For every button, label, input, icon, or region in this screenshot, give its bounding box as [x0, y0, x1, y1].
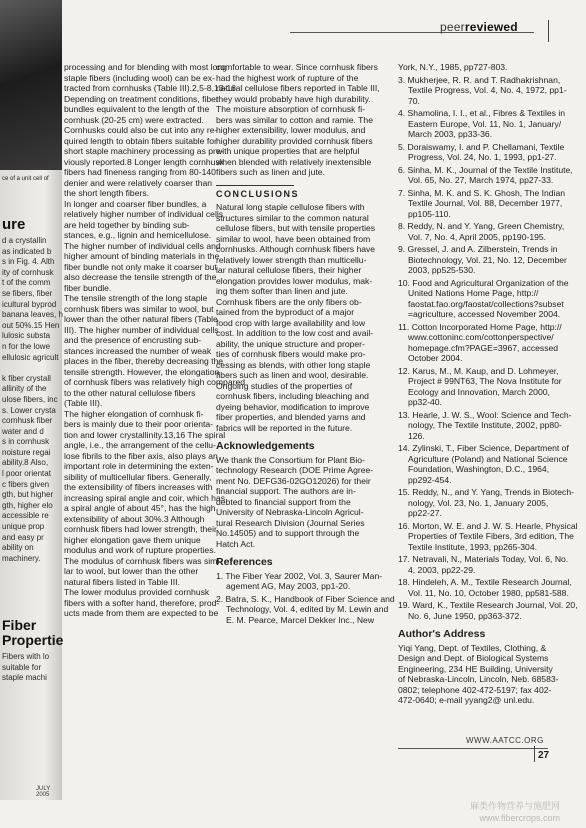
- text-line: sibility of multicellular fibers. Generally,: [64, 471, 212, 482]
- reference-line: Progress, Vol. 24, No. 1, 1993, pp1-27.: [408, 152, 557, 162]
- gutter-text-line: ability.8 Also,: [2, 458, 49, 468]
- gutter-text-line: ellulosic agricult: [2, 352, 59, 362]
- reference-line: United Nations Home Page, http://: [408, 288, 539, 298]
- text-line: processing and for blending with most long: [64, 62, 227, 72]
- header-bar: [548, 20, 549, 42]
- text-line: relatively lower strength than multicellu-: [216, 254, 367, 265]
- section-label-peer: peer: [440, 20, 465, 34]
- reference-line: Agriculture (Poland) and National Science: [408, 453, 568, 464]
- gutter-text-line: machinery.: [2, 553, 41, 563]
- gutter-text-line: l poor orientat: [2, 469, 51, 479]
- reference-line: York, N.Y., 1985, pp727-803.: [398, 62, 508, 72]
- text-line: Design and Dept. of Biological Systems: [398, 653, 549, 663]
- gutter-text-line: s in Fig. 4. Alth: [2, 257, 55, 267]
- text-line: Cornhusk fibers are the only fibers ob-: [216, 296, 362, 307]
- text-line: higher elongation gave them unique: [64, 534, 201, 545]
- text-line: with unique properties that are helpful: [216, 146, 360, 156]
- reference-item: [398, 277, 569, 320]
- gutter-text-line: s. Lower crysta: [2, 405, 56, 415]
- text-line: tensile strength. However, the elongation: [64, 366, 220, 377]
- text-line: fabrics will be reported in the future.: [216, 422, 353, 433]
- text-line: cornhusk fibers, including bleaching and: [216, 391, 369, 401]
- reference-item: [398, 577, 572, 598]
- text-line: the short length fibers.: [64, 188, 150, 198]
- text-line: University of Nebraska-Lincoln Agricul-: [216, 507, 364, 517]
- text-line: No.14505) and to support through the: [216, 528, 360, 538]
- reference-item: [398, 554, 569, 575]
- reference-line: Biotechnology, Vol. 21, No. 12, December: [408, 254, 567, 265]
- text-line: cornhusk fibers was similar to wool, but: [64, 303, 214, 314]
- reference-item: [398, 443, 569, 485]
- text-line: III). The higher number of individual cells: [64, 324, 219, 335]
- reference-line: pp105-110.: [408, 208, 451, 219]
- text-line: tracted from cornhusks (Table III).2,5-8,13-16: [64, 83, 236, 93]
- watermark-line-1: 麻类作物营养与施肥网: [470, 801, 561, 811]
- author-address-text: [398, 643, 560, 706]
- text-line: higher extensibility, lower modulus, and: [216, 125, 366, 135]
- reference-line: Ecology and Innovation, March 2000,: [408, 386, 550, 397]
- text-line: ability, the unique structure and proper-: [216, 338, 365, 349]
- reference-line: 126.: [408, 430, 425, 441]
- reference-line: Vol. 7, No. 4, April 2005, pp190-195.: [408, 231, 547, 242]
- text-line: increasing spiral angle and coir, which has: [64, 492, 225, 503]
- gutter-text-line: n for the lowe: [2, 341, 51, 351]
- reference-item: [398, 409, 572, 442]
- references-list: [216, 570, 395, 626]
- author-address-heading: Author's Address: [398, 628, 486, 640]
- text-line: extensibility of about 30%.3 Although: [64, 513, 205, 524]
- reference-item: [398, 74, 567, 107]
- reference-line: 17. Netravali, N., Materials Today, Vol. 6, No.: [398, 554, 569, 564]
- text-line: viously reported.8 Longer length cornhusk: [64, 156, 225, 167]
- gutter-text-line: gth, higher elo: [2, 500, 53, 510]
- fiber-photo: [0, 0, 62, 170]
- text-line: important role in determining the exten-: [64, 461, 214, 471]
- text-line: 0802; telephone 402-472-5197; fax 402-: [398, 684, 552, 695]
- text-line: natural fibers listed in Table III.: [64, 576, 180, 587]
- acknowledgements-text: [216, 455, 390, 550]
- reference-line: Vol. 65, No. 27, March 1974, pp27-33.: [408, 175, 554, 185]
- text-line: and the presence of encrusting sub-: [64, 335, 202, 345]
- reference-line: homepage.cfm?PAGE=3967, accessed: [408, 342, 559, 353]
- reference-line: 15. Reddy, N., and Y. Yang, Trends in Biotech-: [398, 487, 574, 497]
- gutter-text-line: ability on: [2, 543, 34, 553]
- gutter-text-line: ulose fibers, inc: [2, 394, 58, 404]
- text-line: fibers with a softer hand, therefore, prod-: [64, 597, 220, 608]
- text-line: The lower modulus provided cornhusk: [64, 587, 210, 597]
- discussion-paragraph: [216, 62, 390, 178]
- footer-bar: [534, 746, 535, 762]
- text-line: (Table III).: [64, 398, 103, 408]
- text-line: food crop with large availability and low: [216, 317, 366, 328]
- text-line: structures similar to the common natural: [216, 212, 369, 223]
- reference-item: [398, 108, 566, 140]
- gutter-text-line: staple machi: [2, 673, 47, 683]
- text-line: cessing as blends, with other long staple: [216, 359, 371, 370]
- text-line: stances increased the number of weak: [64, 345, 212, 356]
- gutter-heading: ure: [2, 216, 26, 233]
- gutter-text-line: cornhusk fiber: [2, 416, 53, 426]
- reference-item: [398, 244, 567, 276]
- reference-line: pp22-27.: [408, 508, 442, 518]
- text-line: Engineering, 234 HE Building, University: [398, 663, 553, 674]
- text-line: cost. In addition to the low cost and avail-: [216, 328, 374, 338]
- gutter-text-line: gth, but higher: [2, 490, 54, 500]
- reference-line: Vol. 11, No. 10, October 1980, pp581-588.: [408, 587, 569, 598]
- reference-line: nology, Vol. 23, No. 1, January 2005,: [408, 497, 549, 508]
- text-line: cornhusk (20-25 cm) were extracted.: [64, 114, 204, 125]
- text-line: fibers such as linen and jute.: [216, 167, 325, 177]
- footer-url: WWW.AATCC.ORG: [466, 736, 544, 745]
- text-line: higher amount of binding materials in the: [64, 251, 220, 261]
- text-column-3: [398, 62, 578, 706]
- text-line: ucts made from them are expected to be: [64, 608, 219, 618]
- gutter-text-line: as indicated b: [2, 246, 52, 256]
- text-line: when blended with relatively inextensible: [216, 156, 372, 167]
- reference-line: Foundation, Washington, D.C., 1964,: [408, 464, 550, 474]
- text-line: they would probably have high durability.: [216, 93, 371, 104]
- reference-line: 11. Cotton Incorporated Home Page, http://: [398, 321, 562, 332]
- text-line: places in the fiber, thereby decreasing the: [64, 356, 224, 366]
- section-label: [440, 20, 518, 34]
- text-line: cornhusks. Although cornhusk fibers have: [216, 244, 376, 254]
- reference-line: 19. Ward, K., Textile Research Journal, Vol. 20,: [398, 600, 578, 610]
- reference-line: No. 6, June 1950, pp363-372.: [408, 610, 522, 621]
- conclusions-heading: CONCLUSIONS: [216, 185, 294, 200]
- reference-item: [398, 62, 560, 73]
- text-line: comfortable to wear. Since cornhusk fibers: [216, 62, 378, 72]
- page-number: 27: [538, 750, 550, 761]
- gutter-text-line: d a crystallin: [2, 236, 47, 245]
- reference-line: 4, 2003, pp22-29.: [408, 564, 476, 575]
- gutter-text-line: se fibers, fiber: [2, 288, 53, 298]
- text-line: also decrease the tensile strength of the: [64, 272, 217, 282]
- gutter-text-line: s in cornhusk: [2, 437, 50, 447]
- reference-line: www.cottoninc.com/cottonperspective/: [408, 332, 554, 342]
- gutter-text-line: icultural byprod: [2, 299, 57, 309]
- gutter-text-line: suitable for: [2, 662, 42, 672]
- gutter-text-line: k fiber crystall: [2, 373, 51, 383]
- reference-line: Technology, Vol. 4, edited by M. Lewin and: [226, 604, 389, 614]
- text-line: tion and lower crystallinity.13,16 The spiral: [64, 429, 226, 440]
- text-line: natural cellulose fibers reported in Table III,: [216, 83, 380, 93]
- reference-line: 70.: [408, 95, 420, 106]
- reference-line: Textile Journal, Vol. 88, December 1977,: [408, 198, 563, 208]
- text-line: modulus and work of rupture properties.: [64, 545, 216, 555]
- reference-item: [398, 221, 565, 242]
- text-line: Natural long staple cellulose fibers with: [216, 202, 365, 212]
- footer-rule: [398, 748, 548, 749]
- gutter-text-2: [2, 652, 60, 684]
- reference-line: Textile Institute, 1993, pp265-304.: [408, 541, 537, 552]
- gutter-text-line: noisture regai: [2, 447, 51, 457]
- gutter-text-line: ity of cornhusk: [2, 267, 54, 277]
- reference-line: pp32-40.: [408, 397, 442, 407]
- gutter-heading-fiber-properties: Fiber Propertie: [2, 617, 64, 648]
- previous-page-gutter: [0, 0, 62, 800]
- text-line: a spiral angle of about 45°, has the high: [64, 503, 216, 513]
- text-line: short staple machinery processing as pre-: [64, 146, 224, 156]
- text-line: fiber properties, and blended yarns and: [216, 412, 366, 422]
- reference-line: 7. Sinha, M. K. and S. K. Ghosh, The Indian: [398, 187, 566, 198]
- text-line: ing them softer than linen and jute.: [216, 286, 348, 296]
- text-line: similar to wool, have been obtained from: [216, 233, 371, 244]
- text-line: tained from the byproduct of a major: [216, 307, 355, 317]
- reference-line: 9. Gressel, J. and A. Zilberstein, Trends in: [398, 244, 558, 254]
- gutter-text-line: Fibers with lo: [2, 652, 50, 661]
- text-line: cornhusk fibers had lower strength, their: [64, 524, 217, 534]
- gutter-text-line: t of the comm: [2, 278, 51, 288]
- reference-line: 1. The Fiber Year 2002, Vol. 3, Saurer Man-: [216, 570, 383, 581]
- reference-line: 16. Morton, W. E. and J. W. S. Hearle, Physical: [398, 520, 578, 531]
- gutter-issue-date: JULY 2005: [36, 786, 51, 798]
- reference-line: E. M. Pearce, Marcel Dekker Inc., New: [226, 614, 375, 625]
- reference-line: agement AG, May 2003, pp1-20.: [226, 581, 351, 591]
- reference-item: [398, 366, 560, 408]
- reference-line: 13. Hearle, J. W. S., Wool: Science and Tech-: [398, 409, 572, 420]
- references-heading: References: [216, 556, 273, 568]
- reference-item: [398, 322, 560, 364]
- reference-item: [398, 487, 574, 519]
- text-line: Yiqi Yang, Dept. of Textiles, Clothing, &: [398, 642, 547, 653]
- text-line: staple fibers (including wool) can be ex-: [64, 72, 215, 83]
- reference-line: Eastern Europe, Vol. 11, No. 1, January/: [408, 118, 562, 129]
- reference-item: [398, 600, 578, 621]
- reference-line: 3. Mukherjee, R. R. and T. Radhakrishnan,: [398, 74, 561, 85]
- reference-item: [216, 593, 395, 626]
- reference-line: October 2004.: [408, 353, 463, 363]
- watermark: [470, 800, 560, 824]
- reference-item: [398, 187, 566, 220]
- text-line: technology Research (DOE Prime Agree-: [216, 465, 374, 475]
- gutter-text-line: lulosic substa: [2, 331, 51, 341]
- gutter-text: [2, 236, 63, 564]
- text-line: of Nebraska-Lincoln, Lincoln, Neb. 68583-: [398, 674, 559, 684]
- reference-item: [398, 520, 578, 553]
- text-line: elongation provides lower modulus, mak-: [216, 275, 373, 286]
- gutter-text-line: accessible re: [2, 511, 49, 521]
- text-line: The tensile strength of the long staple: [64, 293, 208, 303]
- gutter-text-line: banana leaves, h: [2, 310, 63, 320]
- gutter-text-line: allinity of the: [2, 384, 47, 394]
- text-line: lar to wool, but lower than the other: [64, 566, 199, 576]
- text-column-2: [216, 62, 395, 627]
- reference-line: 10. Food and Agricultural Organization of the: [398, 277, 569, 288]
- conclusions-text: [216, 202, 390, 433]
- reference-line: =agriculture, accessed November 2004.: [408, 309, 561, 319]
- reference-line: March 2003, pp33-36.: [408, 129, 493, 139]
- reference-item: [398, 164, 573, 186]
- text-line: ment No. DEFG36-02GO12026) for their: [216, 475, 371, 486]
- text-line: In longer and coarser fiber bundles, a: [64, 198, 207, 209]
- acknowledgements-heading: Acknowledgements: [216, 440, 315, 452]
- gutter-text-line: [2, 363, 60, 374]
- text-line: bundles equivalent to the length of the: [64, 104, 210, 114]
- text-line: debted to financial support from the: [216, 496, 351, 507]
- reference-line: Textile Progress, Vol. 4, No. 4, 1972, pp1-: [408, 85, 567, 95]
- text-line: We thank the Consortium for Plant Bio-: [216, 454, 365, 465]
- reference-line: 8. Reddy, N. and Y. Yang, Green Chemistry,: [398, 221, 565, 231]
- reference-item: [216, 571, 390, 592]
- text-line: higher durability provided cornhusk fibers: [216, 135, 373, 146]
- reference-line: 5. Doraiswamy, I. and P. Chellamani, Textile: [398, 141, 565, 152]
- text-line: tural Research Division (Journal Series: [216, 517, 365, 528]
- reference-line: nology, The Textile Institute, 2002, pp80-: [408, 420, 562, 430]
- reference-line: 14. Zylinski, T., Fiber Science, Department of: [398, 443, 569, 453]
- text-line: Depending on treatment conditions, fiber: [64, 93, 219, 104]
- text-line: fiber bundle not only make it coarser but: [64, 261, 217, 272]
- text-line: The modulus of cornhusk fibers was simi-: [64, 555, 223, 566]
- reference-line: 4. Shamolina, I. I., et al., Fibres & Textiles in: [398, 108, 566, 118]
- text-line: denier and were relatively coarser than: [64, 177, 213, 188]
- reference-line: 12. Karus, M., M. Kaup, and D. Lohmeyer,: [398, 365, 559, 376]
- gutter-text-line: c fibers given: [2, 479, 50, 489]
- reference-line: 2003, pp525-530.: [408, 265, 476, 275]
- reference-item: [398, 141, 565, 163]
- text-line: of cornhusk fibers was relatively high compared: [64, 377, 246, 387]
- text-line: fiber bundle.: [64, 282, 112, 293]
- reference-line: 2. Batra, S. K., Handbook of Fiber Science and: [216, 593, 395, 604]
- text-line: bers is mainly due to their poor orienta-: [64, 419, 214, 429]
- text-line: The higher number of individual cells and: [64, 240, 221, 251]
- text-line: relatively higher number of individual cells: [64, 209, 224, 219]
- gutter-text-line: unique prop: [2, 522, 45, 532]
- gutter-text-line: water and d: [2, 426, 44, 436]
- text-line: cellulose fibers, but with tensile properties: [216, 223, 376, 233]
- text-line: quired length to obtain fibers suitable for: [64, 135, 217, 146]
- text-line: 472-0640; e-mail yyang2@ unl.edu.: [398, 695, 535, 705]
- text-line: stances, e.g., lignin and hemicellulose.: [64, 230, 212, 240]
- reference-line: pp292-454.: [408, 474, 452, 485]
- watermark-line-2: www.fibercrops.com: [479, 813, 561, 823]
- text-line: bers was similar to cotton and ramie. The: [216, 114, 373, 125]
- text-line: Hatch Act.: [216, 538, 256, 549]
- section-label-reviewed: reviewed: [464, 20, 518, 34]
- gutter-text-line: out 50%.15 Hen: [2, 320, 60, 330]
- text-line: The moisture absorption of cornhusk fi-: [216, 104, 366, 114]
- reference-line: 18. Hindeleh, A. M., Textile Research Journal,: [398, 577, 572, 587]
- text-line: dyeing behavior, modification to improve: [216, 401, 370, 412]
- text-line: Cornhusks could also be cut into any re-: [64, 125, 218, 135]
- gutter-text-line: and easy pr: [2, 532, 44, 542]
- text-line: ties of cornhusk fibers would make pro-: [216, 349, 366, 359]
- gutter-caption: ce of a unit cell of: [2, 176, 49, 182]
- text-line: are held together by binding sub-: [64, 219, 190, 230]
- text-line: lose fibrils to the fiber axis, also plays an: [64, 450, 218, 461]
- text-line: Ongoing studies of the properties of: [216, 380, 353, 391]
- text-line: lar natural cellulose fibers, their higher: [216, 265, 362, 275]
- text-line: to the other natural cellulose fibers: [64, 387, 196, 398]
- reference-line: faostat.fao.org/faostat/collections?subset: [408, 298, 564, 309]
- reference-line: Properties of Textile Fibers, 3rd edition, The: [408, 531, 574, 541]
- text-line: the extensibility of fibers increases with: [64, 482, 213, 492]
- text-line: fibers such as linen and wool, desirable.: [216, 370, 369, 380]
- text-line: angle, i.e., the arrangement of the cellu-: [64, 440, 216, 450]
- text-line: lower than the other natural fibers (Table: [64, 314, 218, 324]
- text-line: had the highest work of rupture of the: [216, 72, 359, 83]
- text-line: The higher elongation of cornhusk fi-: [64, 408, 204, 419]
- text-line: financial support. The authors are in-: [216, 486, 356, 496]
- reference-line: 6. Sinha, M. K., Journal of the Textile Institute,: [398, 164, 573, 175]
- references-list-continued: [398, 62, 578, 621]
- text-line: fibers had fineness ranging from 80-140: [64, 167, 216, 177]
- reference-line: Project # 99NT63, The Nova Institute for: [408, 376, 562, 386]
